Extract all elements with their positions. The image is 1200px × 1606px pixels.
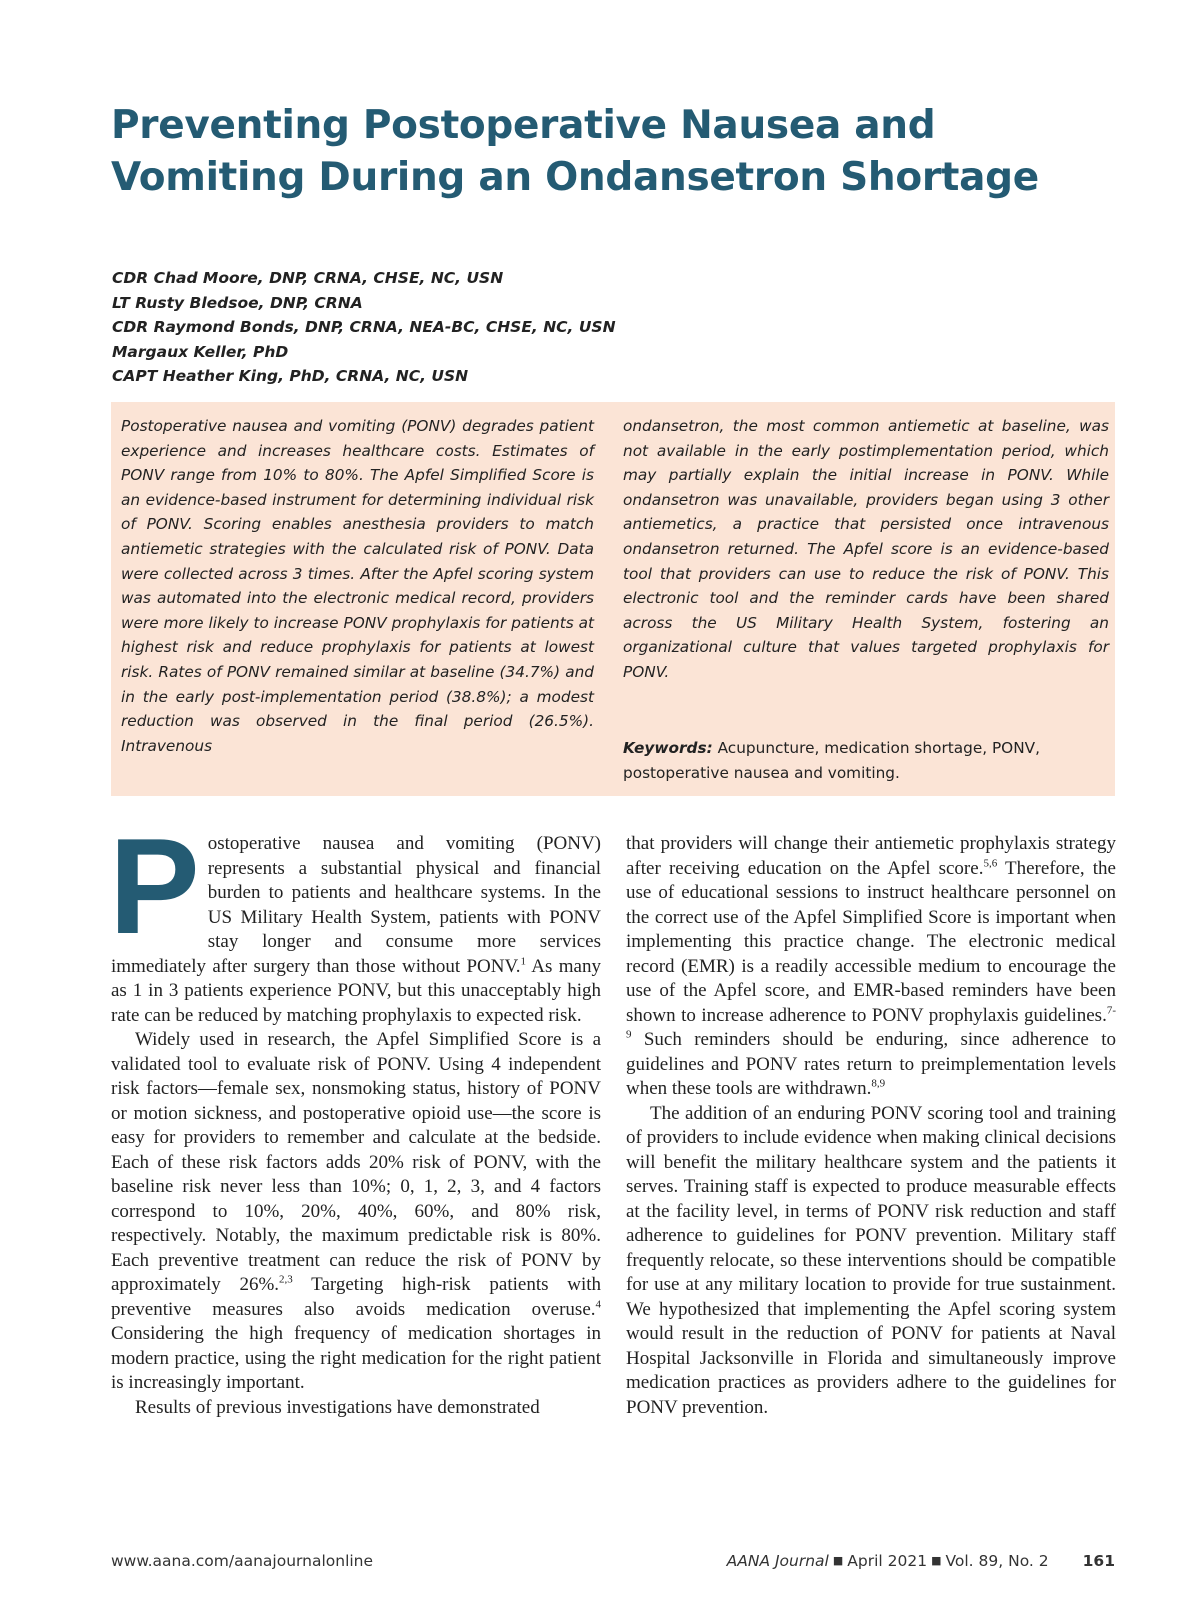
body-text: Widely used in research, the Apfel Simplified Score is a validated tool to evaluate risk of PONV. Using 4 independent risk factors—female sex, nonsmoking status, history of PONV or motion sickness, and postoperative opioid use—the score is easy for providers to remember and calculate at the bedside. Each of these risk factors adds 20% risk of PONV, with the baseline risk never less than 10%; 0, 1, 2, 3, and 4 factors correspond to 10%, 20%, 40%, 60%, and 80% risk, respectively. Notably, the maximum predictable risk is 80%. Each preventive treatment can reduce the risk of PONV by approximately 26%. xyxy=(111,1029,601,1295)
reference-superscript: 7-9 xyxy=(626,1004,1116,1041)
body-text: ostoperative nausea and vomiting (PONV) represents a substantial physical and financial burden to patients and healthcare systems. In the US Military Health System, patients with PONV stay longer and consume more services immediately after surgery than those without PONV. xyxy=(111,833,601,977)
reference-superscript: 5,6 xyxy=(983,857,998,870)
author-list xyxy=(112,266,1012,389)
body-paragraph: The addition of an enduring PONV scoring tool and training of providers to include evidence when making clinical decisions will benefit the military healthcare system and the patients it serves. Training staff is expected to produce measurable effects at the facility level, in terms of PONV risk reduction and staff adherence to guidelines for PONV prevention. Military staff frequently relocate, so these interventions should be compatible for use at any military location to provide for true sustainment. We hypothesized that implementing the Apfel scoring system would result in the reduction of PONV for patients at Naval Hospital Jacksonville in Florida and simultaneously improve medication practices as providers adhere to the guidelines for PONV prevention. xyxy=(626,1102,1116,1418)
article-title: Preventing Postoperative Nausea and Vomiting During an Ondansetron Shortage xyxy=(111,103,1039,200)
body-right-column xyxy=(626,832,1116,1420)
body-text: Such reminders should be enduring, since adherence to guidelines and PONV rates return to preimplementation levels when these tools are withdrawn. xyxy=(626,1029,1116,1099)
reference-superscript: 1 xyxy=(520,955,526,968)
square-bullet-icon: ■ xyxy=(931,1554,942,1567)
reference-superscript: 8,9 xyxy=(871,1077,886,1090)
keywords-text: Acupuncture, medication shortage, PONV, postoperative nausea and vomiting. xyxy=(623,739,1040,782)
body-paragraph: Results of previous investigations have demonstrated xyxy=(135,1396,540,1418)
author-name: Margaux Keller, PhD xyxy=(112,342,289,361)
body-paragraph xyxy=(111,1028,601,1396)
journal-name: AANA Journal xyxy=(726,1552,829,1570)
author-name: LT Rusty Bledsoe, DNP, CRNA xyxy=(112,293,363,312)
body-text: Targeting high-risk patients with preventive measures also avoids medication overuse. xyxy=(111,1274,601,1320)
page-number: 161 xyxy=(1082,1552,1115,1570)
body-paragraph xyxy=(109,810,601,1028)
volume-issue: Vol. 89, No. 2 xyxy=(945,1552,1049,1570)
drop-cap: P xyxy=(109,810,200,962)
keywords xyxy=(623,736,1109,785)
reference-superscript: 4 xyxy=(595,1298,601,1311)
abstract-box xyxy=(111,402,1115,796)
reference-superscript: 2,3 xyxy=(279,1273,293,1286)
body-text: As many as 1 in 3 patients experience PONV, but this unacceptably high rate can be reduced by matching prophylaxis to expected risk. xyxy=(111,955,601,1026)
author-name: CDR Chad Moore, DNP, CRNA, CHSE, NC, USN xyxy=(112,269,504,287)
body-text: Considering the high frequency of medication shortages in modern practice, using the right medication for the right patient is increasingly important. xyxy=(111,1323,601,1393)
author-name: CDR Raymond Bonds, DNP, CRNA, NEA-BC, CHSE, NC, USN xyxy=(112,318,616,336)
abstract-left-column: Postoperative nausea and vomiting (PONV) degrades patient experience and increases healthcare costs. Estimates of PONV range from 10% to 80%. The Apfel Simplified Score is an evidence-based instrument for determining individual risk of PONV. Scoring enables anesthesia providers to match antiemetic strategies with the calculated risk of PONV. Data were collected across 3 times. After the Apfel scoring system was automated into the electronic medical record, providers were more likely to increase PONV prophylaxis for patients at highest risk and reduce prophylaxis for patients at lowest risk. Rates of PONV remained similar at baseline (34.7%) and in the early post-implementation period (38.8%); a modest reduction was observed in the final period (26.5%). Intravenous xyxy=(121,417,594,755)
keywords-label: Keywords: xyxy=(623,739,713,757)
body-text: that providers will change their antiemetic prophylaxis strategy after receiving education on the Apfel score. xyxy=(626,833,1116,879)
square-bullet-icon: ■ xyxy=(832,1554,844,1567)
journal-url[interactable]: www.aana.com/aanajournalonline xyxy=(111,1552,374,1570)
author-name: CAPT Heather King, PhD, CRNA, NC, USN xyxy=(112,367,469,385)
body-paragraph xyxy=(626,832,1116,1102)
footer-citation xyxy=(727,1552,1115,1570)
body-text: Therefore, the use of educational sessions to instruct healthcare personnel on the correct use of the Apfel Simplified Score is important when implementing this practice change. The electronic medical record (EMR) is a readily accessible medium to encourage the use of the Apfel score, and EMR-based reminders have been shown to increase adherence to PONV prophylaxis guidelines. xyxy=(626,857,1116,1026)
abstract-right-column: ondansetron, the most common antiemetic at baseline, was not available in the early postimplementation period, which may partially explain the initial increase in PONV. While ondansetron was unavailable, providers began using 3 other antiemetics, a practice that persisted once intravenous ondansetron returned. The Apfel score is an evidence-based tool that providers can use to reduce the risk of PONV. This electronic tool and the reminder cards have been shared across the US Military Health System, fostering an organizational culture that values targeted prophylaxis for PONV. xyxy=(623,417,1109,681)
issue-date: April 2021 xyxy=(847,1552,928,1570)
page-footer xyxy=(111,1552,1115,1576)
body-left-column xyxy=(109,810,601,1420)
